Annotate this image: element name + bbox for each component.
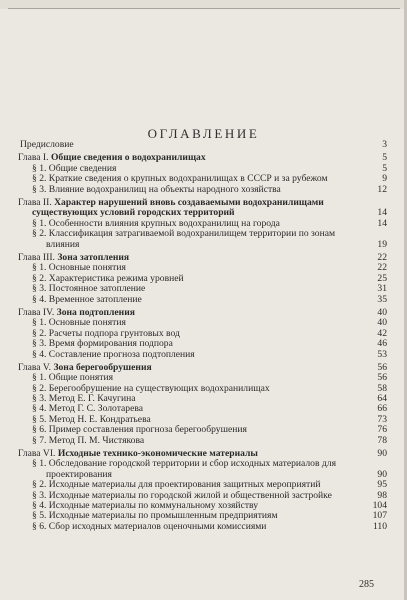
section-title: § 3. Время формирования подпора — [32, 339, 173, 350]
toc-section[interactable] — [18, 350, 387, 360]
toc-page-number: 107 — [372, 510, 387, 522]
toc-page-number: 56 — [377, 361, 387, 373]
toc-section[interactable] — [18, 501, 387, 511]
toc-page-number: 40 — [377, 317, 387, 329]
toc-page-number: 22 — [377, 251, 387, 263]
toc-page-number: 40 — [377, 306, 387, 318]
toc-page-number: 25 — [377, 272, 387, 284]
chapter-heading[interactable] — [18, 253, 387, 263]
toc-section[interactable] — [18, 373, 387, 383]
toc-page-number: 42 — [377, 327, 387, 339]
toc-page-number: 12 — [377, 183, 387, 195]
toc-page-number: 56 — [377, 372, 387, 384]
toc-section[interactable] — [18, 384, 387, 394]
toc-page-number: 90 — [377, 468, 387, 480]
section-title: § 3. Влияние водохранилищ на объекты народного хозяйства — [32, 184, 281, 195]
toc-section[interactable] — [18, 404, 387, 414]
section-title: § 6. Пример составления прогноза берегообрушения — [32, 425, 247, 436]
toc-section[interactable] — [18, 164, 387, 174]
chapter-prefix: Глава V. — [18, 362, 52, 373]
chapter-heading[interactable] — [18, 308, 387, 318]
chapter-name: Зона берегообрушения — [53, 362, 152, 373]
section-title: § 2. Расчеты подпора грунтовых вод — [32, 328, 180, 339]
toc-page-number: 9 — [382, 173, 387, 185]
toc-page-number: 35 — [377, 293, 387, 305]
top-divider — [8, 8, 400, 9]
toc-page-number: 66 — [377, 403, 387, 415]
toc-section[interactable] — [18, 394, 387, 404]
toc-page-number: 110 — [372, 520, 387, 532]
toc-page-number: 64 — [377, 393, 387, 405]
toc-page-number: 95 — [377, 479, 387, 491]
section-title: § 3. Постоянное затопление — [32, 284, 146, 295]
toc-section[interactable] — [18, 284, 387, 294]
toc-section[interactable] — [18, 174, 387, 184]
toc-page-number: 31 — [377, 283, 387, 295]
section-title: § 5. Исходные материалы по промышленным предприятиям — [32, 511, 278, 522]
toc-section[interactable] — [18, 229, 387, 250]
toc-section[interactable] — [18, 329, 387, 339]
section-title: § 4. Метод Г. С. Золотарева — [32, 404, 143, 415]
toc-section[interactable] — [18, 219, 387, 229]
chapter-prefix: Глава IV. — [18, 307, 55, 318]
toc-section[interactable] — [18, 425, 387, 435]
chapter-name: Зона подтопления — [56, 307, 135, 318]
chapter-prefix: Глава I. — [18, 153, 49, 164]
toc-section[interactable] — [18, 185, 387, 195]
toc-page-number: 5 — [382, 152, 387, 164]
section-title: § 1. Обследование городской территории и сбор исходных материалов для проектирования — [32, 459, 336, 480]
toc-page-number: 19 — [377, 238, 387, 250]
section-title: § 1. Основные понятия — [32, 263, 126, 274]
toc-page-number: 104 — [372, 500, 387, 512]
toc-entry-label: Предисловие — [20, 140, 74, 150]
toc-page-number: 3 — [382, 139, 387, 150]
section-title: § 2. Классификация затрагиваемой водохранилищем территории по зонам влияния — [32, 229, 336, 250]
section-title: § 1. Основные понятия — [32, 318, 126, 329]
chapter-name: Характер нарушений вновь создаваемыми водохранилищами существующих условий городских территорий — [32, 197, 324, 219]
table-of-contents — [18, 140, 387, 532]
section-title: § 3. Метод Е. Г. Качугина — [32, 394, 136, 405]
toc-title: ОГЛАВЛЕНИЕ — [147, 126, 260, 141]
section-title: § 1. Особенности влияния крупных водохранилищ на города — [32, 218, 280, 229]
toc-section[interactable] — [18, 522, 387, 532]
toc-page-number: 5 — [382, 162, 387, 174]
toc-page-number: 22 — [377, 262, 387, 274]
section-title: § 4. Составление прогноза подтопления — [32, 349, 195, 360]
toc-section[interactable] — [18, 295, 387, 305]
toc-page-number: 90 — [377, 448, 387, 460]
chapter-heading[interactable] — [18, 449, 387, 459]
toc-page-number: 53 — [377, 348, 387, 360]
chapter-heading[interactable] — [18, 363, 387, 373]
section-title: § 3. Исходные материалы по городской жилой и общественной застройке — [32, 490, 332, 501]
toc-page-number: 98 — [377, 489, 387, 501]
chapter-name: Общие сведения о водохранилищах — [50, 153, 206, 164]
section-title: § 4. Исходные материалы по коммунальному хозяйству — [32, 501, 259, 512]
section-title: § 5. Метод Н. Е. Кондратьева — [32, 414, 151, 425]
toc-page-number: 46 — [377, 338, 387, 350]
toc-section[interactable] — [18, 274, 387, 284]
toc-page-number: 76 — [377, 424, 387, 436]
toc-section[interactable] — [18, 511, 387, 521]
toc-entry-preface[interactable] — [18, 140, 387, 150]
page-number: 285 — [359, 579, 374, 590]
toc-section[interactable] — [18, 339, 387, 349]
chapter-heading[interactable] — [18, 198, 387, 219]
section-title: § 2. Краткие сведения о крупных водохранилищах в СССР и за рубежом — [32, 174, 328, 185]
toc-section[interactable] — [18, 415, 387, 425]
toc-page-number: 73 — [377, 413, 387, 425]
chapter-name: Зона затопления — [57, 252, 130, 263]
toc-section[interactable] — [18, 491, 387, 501]
chapter-prefix: Глава III. — [18, 252, 55, 263]
toc-section[interactable] — [18, 480, 387, 490]
toc-page-number: 78 — [377, 434, 387, 446]
chapter-name: Исходные технико-экономические материалы — [57, 449, 258, 460]
chapter-prefix: Глава VI. — [18, 449, 56, 460]
toc-section[interactable] — [18, 436, 387, 446]
section-title: § 1. Общие понятия — [32, 373, 113, 384]
section-title: § 2. Характеристика режима уровней — [32, 273, 184, 284]
section-title: § 7. Метод П. М. Чистякова — [32, 435, 145, 446]
section-title: § 4. Временное затопление — [32, 294, 142, 305]
toc-page-number: 58 — [377, 382, 387, 394]
toc-section[interactable] — [18, 459, 387, 480]
toc-page-number: 14 — [377, 207, 387, 219]
toc-section[interactable] — [18, 263, 387, 273]
toc-page-number: 14 — [377, 217, 387, 229]
toc-section[interactable] — [18, 318, 387, 328]
section-title: § 2. Исходные материалы для проектирования защитных мероприятий — [32, 480, 321, 491]
section-title: § 6. Сбор исходных материалов оценочными комиссиями — [32, 521, 267, 532]
section-title: § 2. Берегообрушение на существующих водохранилищах — [32, 383, 270, 394]
chapter-heading[interactable] — [18, 153, 387, 163]
section-title: § 1. Общие сведения — [32, 163, 117, 174]
chapter-prefix: Глава II. — [18, 197, 52, 208]
